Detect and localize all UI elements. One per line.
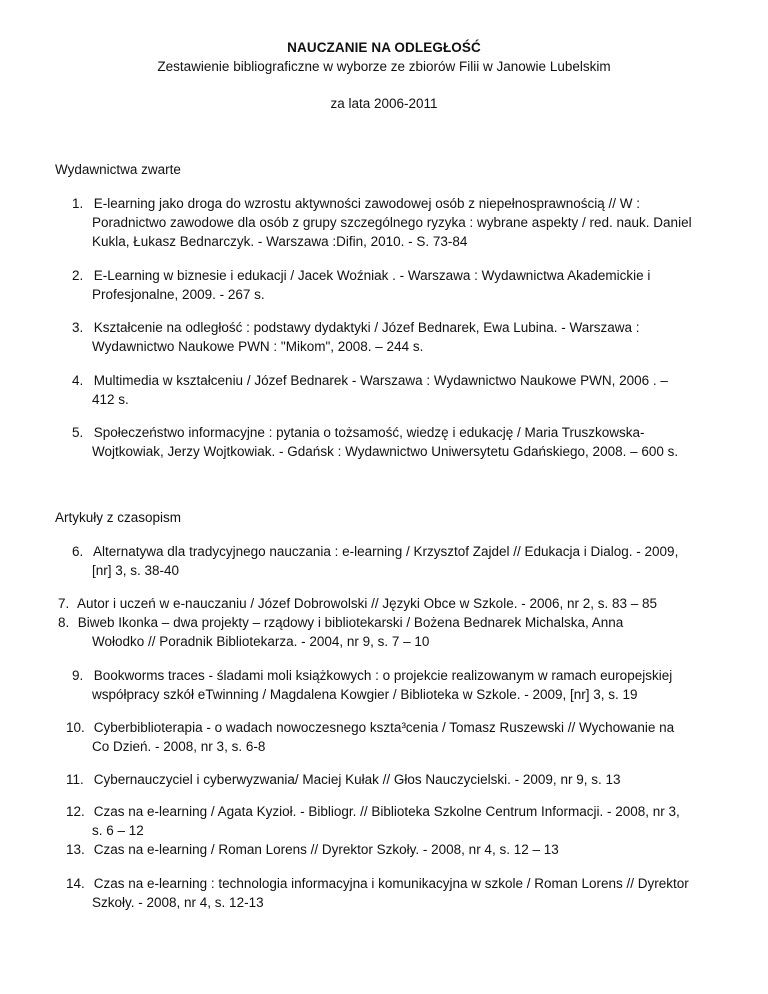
entry-number: 4. [72, 373, 84, 388]
entry-line: Wołodko // Poradnik Bibliotekarza. - 2004, nr 9, s. 7 – 10 [92, 634, 430, 649]
bibliography-entry [72, 666, 708, 704]
entry-line: Multimedia w kształceniu / Józef Bednarek - Warszawa : Wydawnictwo Naukowe PWN, 2006 . – [93, 373, 668, 388]
entry-line: Społeczeństwo informacyjne : pytania o tożsamość, wiedzę i edukację / Maria Truszkowska- [93, 425, 645, 440]
entry-line: Cyberbiblioterapia - o wadach nowoczesnego kszta³cenia / Tomasz Ruszewski // Wychowanie na [93, 720, 675, 735]
bibliography-entry [72, 318, 708, 356]
entry-line: Czas na e-learning / Agata Kyzioł. - Bibliogr. // Biblioteka Szkolne Centrum Informacji. - 2008, nr 3, [93, 804, 680, 819]
entry-line: s. 6 – 12 [92, 823, 144, 838]
entry-number: 12. [66, 804, 85, 819]
entry-line: Szkoły. - 2008, nr 4, s. 12-13 [92, 895, 264, 910]
entry-line: 412 s. [92, 392, 129, 407]
entry-line: Cybernauczyciel i cyberwyzwania/ Maciej Kułak // Głos Nauczycielski. - 2009, nr 9, s. 13 [93, 772, 621, 787]
entry-number: 3. [72, 320, 84, 335]
section-heading-articles: Artykuły z czasopism [55, 510, 182, 525]
entry-line: E-Learning w biznesie i edukacji / Jacek Woźniak . - Warszawa : Wydawnictwa Akademickie i [93, 268, 651, 283]
entry-line: Kształcenie na odległość : podstawy dydaktyki / Józef Bednarek, Ewa Lubina. - Warszawa : [93, 320, 640, 335]
entry-line: Profesjonalne, 2009. - 267 s. [92, 287, 265, 302]
bibliography-entry [72, 371, 708, 409]
document-subtitle: Zestawienie bibliograficzne w wyborze ze zbiorów Filii w Janowie Lubelskim [157, 59, 611, 74]
entry-line: Kukla, Łukasz Bednarczyk. - Warszawa :Difin, 2010. - S. 73-84 [92, 234, 468, 249]
bibliography-entry [72, 266, 708, 304]
entry-number: 10. [66, 720, 85, 735]
entry-line: współpracy szkół eTwinning / Magdalena Kowgier / Biblioteka w Szkole. - 2009, [nr] 3, s. 19 [92, 687, 638, 702]
entry-number: 2. [72, 268, 84, 283]
bibliography-entry [66, 802, 708, 840]
entry-line: Biweb Ikonka – dwa projekty – rządowy i bibliotekarski / Bożena Bednarek Michalska, Anna [77, 615, 624, 630]
entry-number: 7. [58, 596, 70, 611]
entry-number: 5. [72, 425, 84, 440]
entry-number: 13. [66, 842, 85, 857]
entry-number: 6. [72, 544, 84, 559]
entry-number: 11. [66, 772, 84, 787]
entry-number: 14. [66, 876, 85, 891]
entry-line: Co Dzień. - 2008, nr 3, s. 6-8 [92, 739, 266, 754]
bibliography-entry [72, 194, 708, 251]
document-period: za lata 2006-2011 [330, 96, 438, 111]
entry-line: Poradnictwo zawodowe dla osób z grupy szczególnego ryzyka : wybrane aspekty / red. nauk. Daniel [92, 215, 692, 230]
entry-number: 9. [72, 668, 84, 683]
bibliography-entry [72, 542, 708, 580]
bibliography-entry [58, 613, 708, 651]
bibliography-entry [66, 718, 708, 756]
entry-line: Czas na e-learning : technologia informacyjna i komunikacyjna w szkole / Roman Lorens // Dyrektor [93, 876, 689, 891]
bibliography-entry [66, 874, 708, 912]
entry-number: 1. [72, 196, 84, 211]
entry-line: Wojtkowiak, Jerzy Wojtkowiak. - Gdańsk : Wydawnictwo Uniwersytetu Gdańskiego, 2008. – 600 s. [92, 444, 679, 459]
bibliography-entry [66, 840, 708, 859]
bibliography-entry [72, 423, 708, 461]
entry-line: E-learning jako droga do wzrostu aktywności zawodowej osób z niepełnosprawnością // W : [93, 196, 641, 211]
bibliography-entry [66, 770, 708, 789]
entry-line: [nr] 3, s. 38-40 [92, 563, 180, 578]
bibliography-entry [58, 594, 694, 613]
document-title: NAUCZANIE NA ODLEGŁOŚĆ [287, 40, 481, 55]
entry-number: 8. [58, 615, 70, 630]
section-heading-books: Wydawnictwa zwarte [55, 162, 181, 177]
entry-line: Bookworms traces - śladami moli książkowych : o projekcie realizowanym w ramach europejskiej [93, 668, 673, 683]
entry-line: Czas na e-learning / Roman Lorens // Dyrektor Szkoły. - 2008, nr 4, s. 12 – 13 [93, 842, 559, 857]
entry-line: Wydawnictwo Naukowe PWN : "Mikom", 2008. – 244 s. [92, 339, 424, 354]
entry-line: Autor i uczeń w e-nauczaniu / Józef Dobrowolski // Języki Obce w Szkole. - 2006, nr 2, s. 83 – 85 [77, 596, 658, 611]
entry-line: Alternatywa dla tradycyjnego nauczania : e-learning / Krzysztof Zajdel // Edukacja i Dialog. - 2009, [93, 544, 679, 559]
